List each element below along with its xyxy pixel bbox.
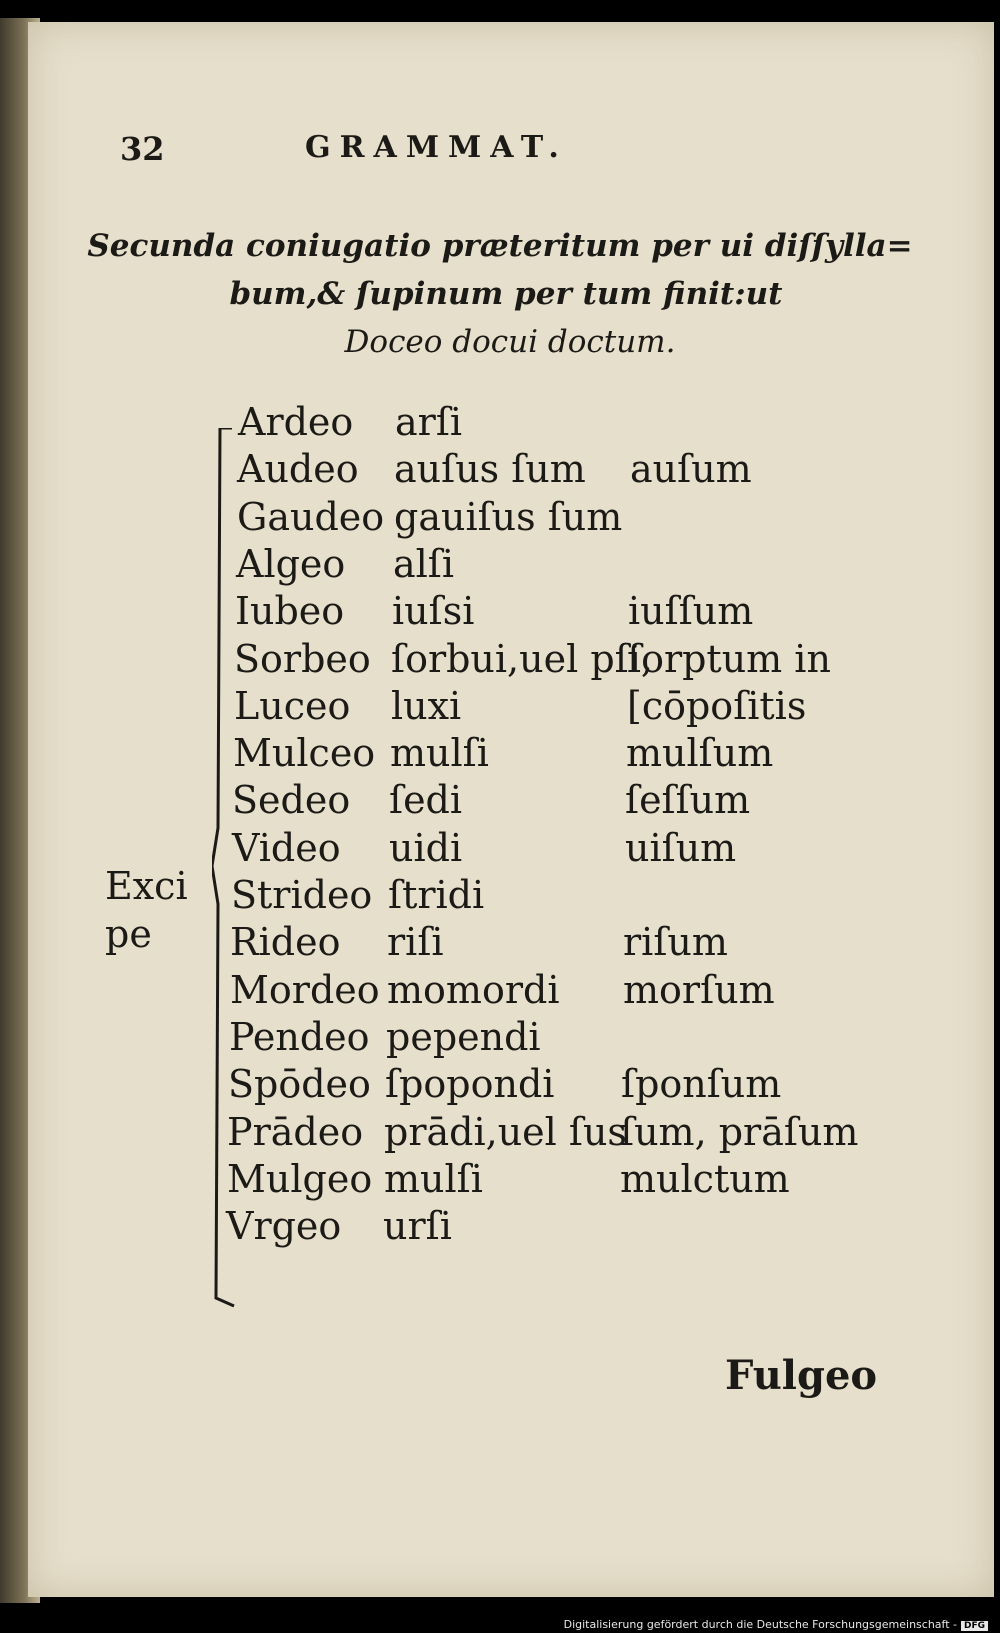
supine-cell: [cōpoſitis <box>627 683 807 728</box>
table-row <box>235 589 875 637</box>
perfect-cell: pependi <box>386 1014 541 1059</box>
table-row <box>227 1157 867 1205</box>
supine-cell: uiſum <box>625 825 737 870</box>
verb-cell: Iubeo <box>235 589 345 634</box>
perfect-cell: mulſi <box>390 731 489 776</box>
supine-cell: auſum <box>630 447 752 492</box>
perfect-cell: alſi <box>393 541 455 586</box>
table-row <box>228 1062 868 1110</box>
supine-cell: ſponſum <box>621 1062 782 1107</box>
perfect-cell: momordi <box>387 967 560 1012</box>
heading-line-2: bum,& ſupinum per tum finit:ut <box>229 276 783 312</box>
supine-cell: morſum <box>623 967 775 1012</box>
perfect-cell: arſi <box>395 400 463 444</box>
supine-cell: iuſſum <box>628 589 754 634</box>
footer-text: Digitalisierung gefördert durch die Deutsche Forschungsgemeinschaft - <box>563 1618 957 1631</box>
show-through-text <box>600 120 619 160</box>
perfect-cell: prādi,uel ſus <box>384 1109 627 1154</box>
side-label-line-1: Exci <box>105 864 188 908</box>
verb-cell: Mulceo <box>233 731 376 776</box>
verb-cell: Spōdeo <box>228 1062 371 1107</box>
perfect-cell: riſi <box>387 920 444 965</box>
verb-cell: Mulgeo <box>227 1156 373 1201</box>
supine-cell: mulctum <box>620 1156 790 1201</box>
perfect-cell: uidi <box>389 825 463 870</box>
verb-cell: Audeo <box>237 447 359 492</box>
table-row <box>229 1015 869 1063</box>
table-row <box>236 542 876 590</box>
table-row <box>226 1204 866 1252</box>
page-number: 32 <box>120 130 165 168</box>
supine-cell: ſorptum in <box>627 636 831 681</box>
table-row <box>237 495 877 543</box>
verb-cell: Gaudeo <box>237 494 385 539</box>
catchword: Fulgeo <box>725 1352 878 1399</box>
verb-cell: Strideo <box>231 873 373 917</box>
perfect-cell: luxi <box>391 683 462 728</box>
perfect-cell: ſedi <box>389 778 463 823</box>
verb-cell: Prādeo <box>227 1109 364 1154</box>
table-row <box>227 1110 867 1158</box>
table-row <box>231 873 871 921</box>
heading-line-1: Secunda coniugatio præteritum per ui diſſylla= <box>87 228 913 264</box>
verb-cell: Rideo <box>230 920 341 965</box>
verb-cell: Algeo <box>236 541 346 586</box>
verb-cell: Pendeo <box>229 1014 370 1059</box>
verb-cell: Vrgeo <box>226 1204 342 1249</box>
table-row <box>230 968 870 1016</box>
perfect-cell: auſus ſum <box>394 447 586 492</box>
supine-cell: ſeſſum <box>625 778 751 823</box>
dfg-logo: DFG <box>961 1621 988 1631</box>
verb-cell: Sedeo <box>232 778 351 823</box>
table-row <box>234 637 874 685</box>
side-label-line-2: pe <box>105 912 152 956</box>
side-label-excipe <box>105 862 188 958</box>
perfect-cell: ſorbui,uel pſi, <box>391 636 653 681</box>
verb-cell: Sorbeo <box>234 636 371 681</box>
verb-cell: Luceo <box>234 683 351 728</box>
supine-cell: mulſum <box>626 731 774 776</box>
table-row <box>233 731 873 779</box>
table-row <box>232 826 872 874</box>
table-row <box>232 778 872 826</box>
table-row <box>238 400 878 448</box>
supine-cell: ſum, prāſum <box>620 1109 859 1154</box>
perfect-cell: urſi <box>383 1204 452 1249</box>
perfect-cell: ſpopondi <box>385 1062 555 1107</box>
table-row <box>230 920 870 968</box>
verb-cell: Ardeo <box>238 400 354 444</box>
section-heading <box>0 222 1000 366</box>
perfect-cell: iuſsi <box>392 589 475 634</box>
verb-cell: Mordeo <box>230 967 380 1012</box>
table-row <box>237 447 877 495</box>
running-head: GRAMMAT. <box>305 130 568 165</box>
heading-line-3: Doceo docui doctum. <box>344 324 676 360</box>
perfect-cell: mulſi <box>384 1156 483 1201</box>
supine-cell: riſum <box>623 920 728 965</box>
verb-cell: Video <box>232 825 341 870</box>
table-row <box>234 684 874 732</box>
footer-credit <box>564 1618 988 1631</box>
perfect-cell: ſtridi <box>388 873 485 917</box>
perfect-cell: gauiſus ſum <box>394 494 623 539</box>
